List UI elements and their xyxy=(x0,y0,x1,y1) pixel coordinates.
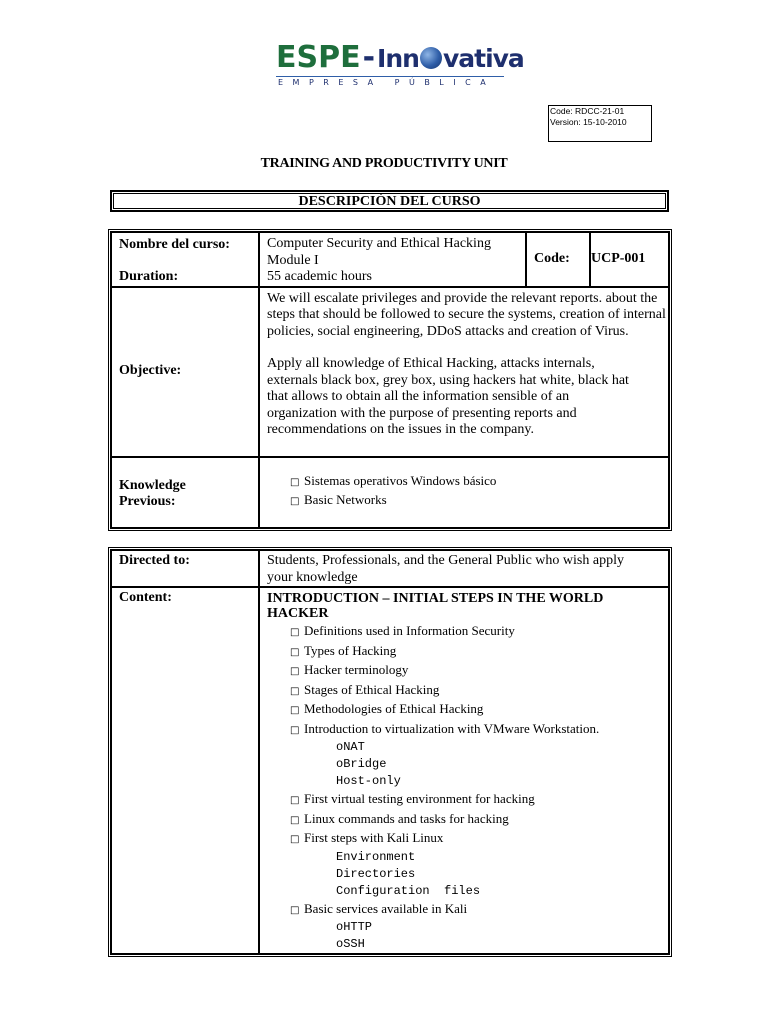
logo-espe-text: ESPE xyxy=(276,40,361,75)
sub-item: oSSH xyxy=(336,937,365,951)
content-label: Content: xyxy=(119,590,172,605)
code-label-cell xyxy=(526,232,590,287)
objective-label: Objective: xyxy=(119,363,182,379)
code-value: UCP-001 xyxy=(591,251,646,266)
course-name-cell xyxy=(259,232,526,287)
content-list-2 xyxy=(260,790,668,849)
code-value-cell xyxy=(590,232,669,287)
content-list xyxy=(260,622,668,739)
duration-label: Duration: xyxy=(119,269,179,284)
objective-paragraph-2: Apply all knowledge of Ethical Hacking, attacks internals, externals black box, grey box, using hackers hat white, black hat that allows to obtain all the information sensible of an organization with the purpose of presenting reports and recommendations on the issues in the company. xyxy=(267,356,629,437)
services-sublist xyxy=(260,919,668,953)
objective-row xyxy=(111,287,669,457)
directed-label-cell xyxy=(111,550,259,587)
knowledge-row xyxy=(111,457,669,529)
knowledge-label-cell xyxy=(111,457,259,529)
course-name-label-cell xyxy=(111,232,259,287)
content-heading: INTRODUCTION – INITIAL STEPS IN THE WORLD HACKER xyxy=(267,591,604,621)
globe-icon xyxy=(420,47,442,69)
course-name-line-2: Module I xyxy=(267,252,319,268)
knowledge-label-1: Knowledge xyxy=(119,477,186,493)
knowledge-list xyxy=(260,458,668,511)
logo-inn-text: Inn xyxy=(377,44,419,73)
logo-divider xyxy=(276,76,504,77)
directed-cell xyxy=(259,550,669,587)
document-code: Code: RDCC-21-01 xyxy=(550,106,625,116)
unit-title: TRAINING AND PRODUCTIVITY UNIT xyxy=(260,156,508,171)
directed-value: Students, Professionals, and the General Public who wish apply your knowledge xyxy=(267,553,624,585)
directed-row xyxy=(111,550,669,587)
logo-dash: - xyxy=(362,40,376,75)
list-item: □ Stages of Ethical Hacking xyxy=(260,681,668,701)
sub-item: oNAT xyxy=(336,740,365,754)
list-item: □ Hacker terminology xyxy=(260,661,668,681)
objective-cell xyxy=(259,287,669,457)
list-item: □ Basic services available in Kali xyxy=(260,900,668,920)
course-name-label: Nombre del curso: xyxy=(119,237,230,252)
logo-subtitle: EMPRESA PÚBLICA xyxy=(278,78,496,87)
content-label-cell xyxy=(111,587,259,954)
section-title: DESCRIPCIÓN DEL CURSO xyxy=(298,194,481,209)
sub-item: Host-only xyxy=(336,774,401,788)
sub-item: Directories xyxy=(336,866,416,881)
company-logo xyxy=(276,40,524,90)
content-list-3 xyxy=(260,900,668,920)
code-label: Code: xyxy=(534,251,570,266)
kali-sublist xyxy=(260,849,668,900)
course-name-row xyxy=(111,232,669,287)
list-item: □ Linux commands and tasks for hacking xyxy=(260,810,668,830)
objective-label-cell xyxy=(111,287,259,457)
objective-paragraph-1: We will escalate privileges and provide the relevant reports. about the steps that should be followed to secure the systems, creation of internal policies, social engineering, DDoS attacks and creation of Virus. xyxy=(267,290,666,339)
duration-value: 55 academic hours xyxy=(267,269,372,284)
content-row xyxy=(111,587,669,954)
document-version: Version: 15-10-2010 xyxy=(550,117,627,127)
virtualization-sublist xyxy=(260,739,668,790)
knowledge-cell xyxy=(259,457,669,529)
sub-item: Environment xyxy=(336,849,416,864)
knowledge-label-2: Previous: xyxy=(119,494,176,509)
list-item: □ Types of Hacking xyxy=(260,642,668,662)
directed-label: Directed to: xyxy=(119,553,190,568)
list-item: □ Definitions used in Information Security xyxy=(260,622,668,642)
list-item: □ Sistemas operativos Windows básico xyxy=(260,472,668,492)
list-item: □ Introduction to virtualization with VMware Workstation. xyxy=(260,720,668,740)
course-name-line-1: Computer Security and Ethical Hacking xyxy=(267,236,491,251)
document-code-box xyxy=(548,105,652,142)
course-info-table xyxy=(108,229,672,531)
sub-item: Configuration files xyxy=(336,883,481,898)
list-item: □ Methodologies of Ethical Hacking xyxy=(260,700,668,720)
sub-item: oHTTP xyxy=(336,920,373,934)
list-item: □ First steps with Kali Linux xyxy=(260,829,668,849)
logo-vativa-text: vativa xyxy=(442,44,524,73)
course-content-table xyxy=(108,547,672,957)
content-cell xyxy=(259,587,669,954)
list-item: □ First virtual testing environment for hacking xyxy=(260,790,668,810)
sub-item: oBridge xyxy=(336,757,387,771)
list-item: □ Basic Networks xyxy=(260,491,668,511)
